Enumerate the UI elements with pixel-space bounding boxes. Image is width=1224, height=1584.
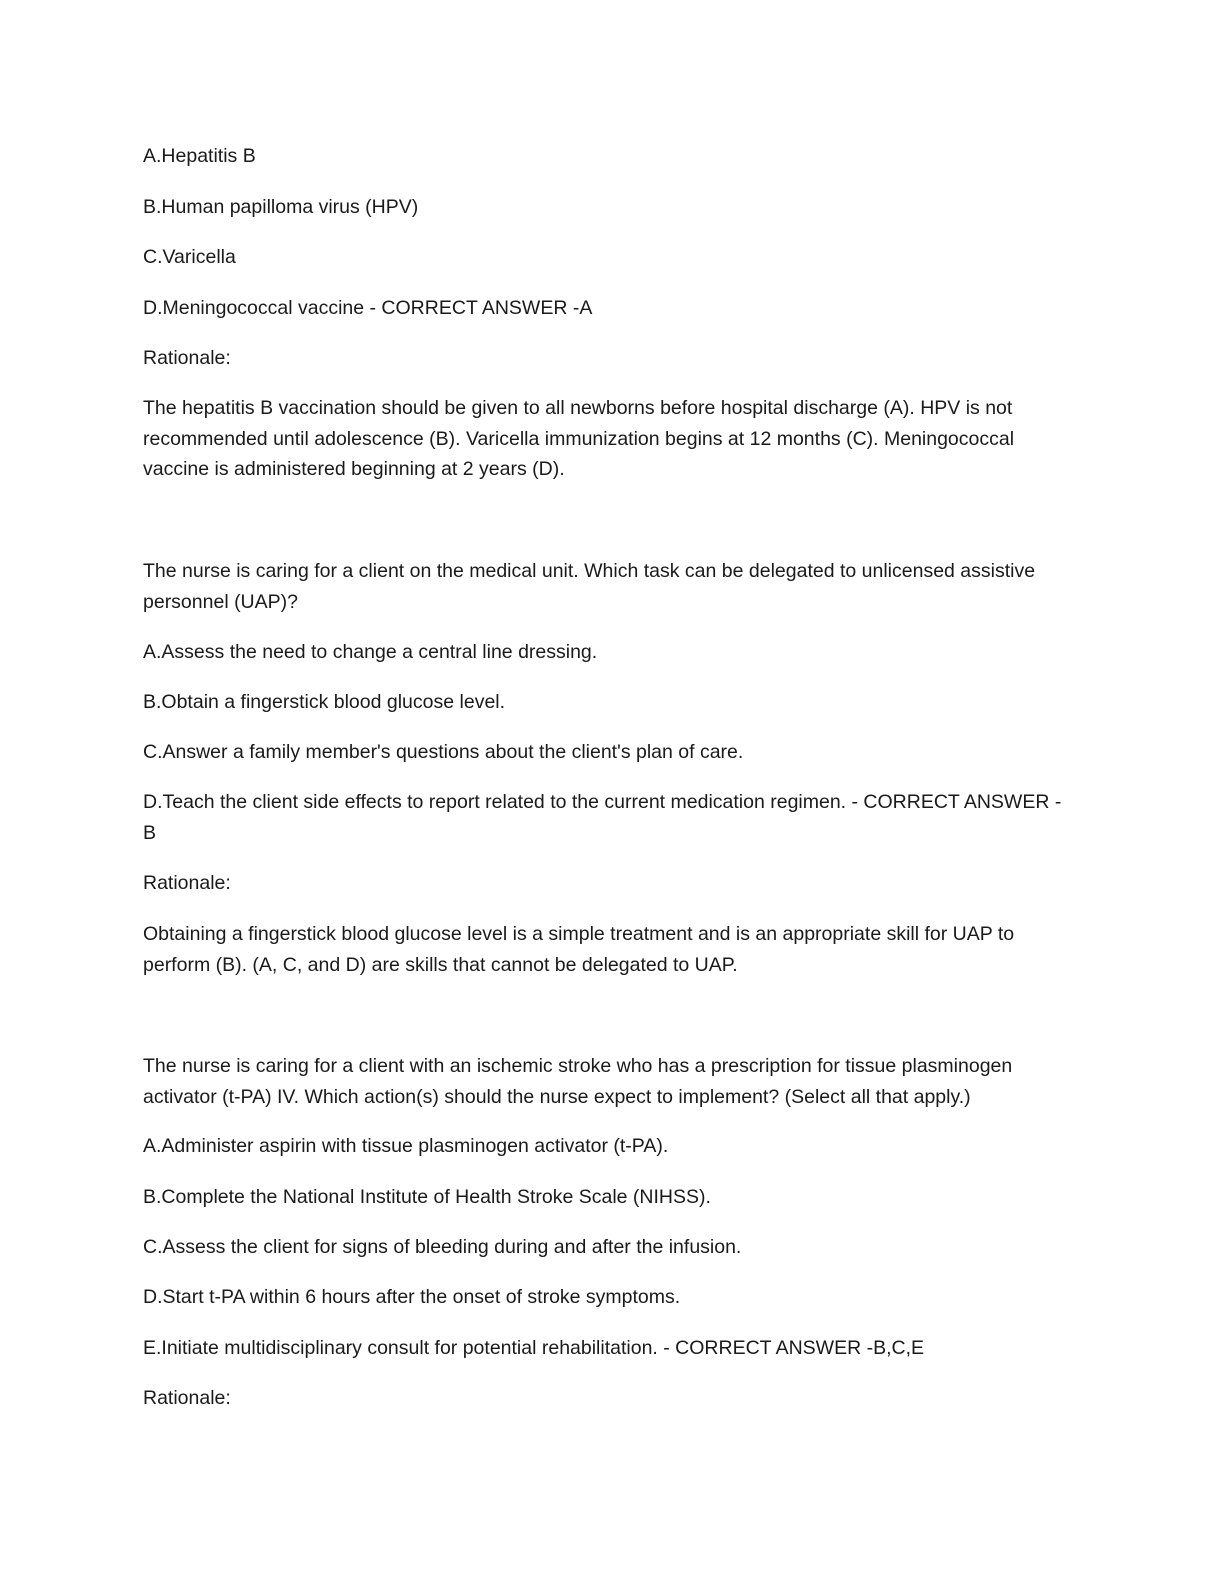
q1-option-a: A.Hepatitis B [143, 145, 256, 167]
q2-option-c: C.Answer a family member's questions about the client's plan of care. [143, 741, 744, 763]
q2-option-d: D.Teach the client side effects to report related to the current medication regimen. - CORRECT ANSWER -B [143, 791, 1062, 844]
q3-option-b: B.Complete the National Institute of Health Stroke Scale (NIHSS). [143, 1186, 711, 1208]
q3-rationale-label: Rationale: [143, 1387, 231, 1409]
q3-option-d: D.Start t-PA within 6 hours after the onset of stroke symptoms. [143, 1286, 681, 1308]
q2-rationale-label: Rationale: [143, 872, 231, 894]
q2-option-a: A.Assess the need to change a central line dressing. [143, 641, 598, 663]
document-page [143, 0, 1073, 1584]
q1-option-b: B.Human papilloma virus (HPV) [143, 196, 419, 218]
q2-rationale-text: Obtaining a fingerstick blood glucose level is a simple treatment and is an appropriate skill for UAP to perform (B). (A, C, and D) are skills that cannot be delegated to UAP. [143, 923, 1015, 976]
q1-rationale-text: The hepatitis B vaccination should be given to all newborns before hospital discharge (A). HPV is not recommended until adolescence (B). Varicella immunization begins at 12 months (C). Meningococcal vaccine is administered beginning at 2 years (D). [143, 397, 1015, 480]
q3-option-c: C.Assess the client for signs of bleeding during and after the infusion. [143, 1236, 742, 1258]
q1-option-d: D.Meningococcal vaccine - CORRECT ANSWER -A [143, 297, 593, 319]
q3-question: The nurse is caring for a client with an ischemic stroke who has a prescription for tissue plasminogen activator (t-PA) IV. Which action(s) should the nurse expect to implement? (Select all that apply.) [143, 1055, 1013, 1108]
q2-option-b: B.Obtain a fingerstick blood glucose level. [143, 691, 506, 713]
q3-option-a: A.Administer aspirin with tissue plasminogen activator (t-PA). [143, 1135, 669, 1157]
q1-option-c: C.Varicella [143, 246, 236, 268]
q1-rationale-label: Rationale: [143, 347, 231, 369]
q3-option-e: E.Initiate multidisciplinary consult for potential rehabilitation. - CORRECT ANSWER -B,C,E [143, 1337, 925, 1359]
q2-question: The nurse is caring for a client on the medical unit. Which task can be delegated to unlicensed assistive personnel (UAP)? [143, 560, 1036, 613]
